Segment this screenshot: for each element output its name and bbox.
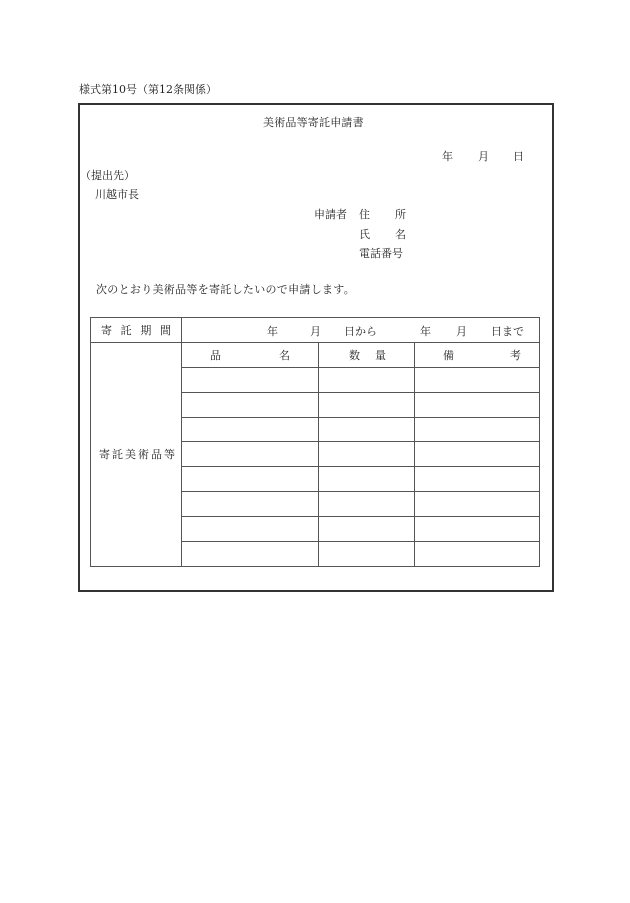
item-remarks-cell[interactable] — [415, 367, 540, 392]
column-header-remarks: 備 考 — [415, 342, 540, 367]
item-name-cell[interactable] — [182, 517, 319, 542]
from-month-label: 月 — [310, 325, 321, 338]
item-name-cell[interactable] — [182, 492, 319, 517]
items-header-row — [91, 342, 540, 367]
address-label-2: 所 — [395, 208, 406, 221]
column-header-name: 品 名 — [182, 342, 319, 367]
item-remarks-cell[interactable] — [415, 392, 540, 417]
item-remarks-cell[interactable] — [415, 517, 540, 542]
items-label-cell: 寄 託 美 術 品 等 — [91, 342, 182, 566]
to-year-label: 年 — [420, 325, 431, 338]
form-number: 様式第10号（第12条関係） — [79, 83, 217, 96]
period-label-cell: 寄 託 期 間 — [91, 318, 182, 343]
item-remarks-cell[interactable] — [415, 417, 540, 442]
address-label-1: 住 — [359, 208, 370, 221]
item-name-cell[interactable] — [182, 367, 319, 392]
application-statement: 次のとおり美術品等を寄託したいので申請します。 — [96, 283, 356, 296]
item-quantity-cell[interactable] — [319, 367, 415, 392]
item-remarks-cell[interactable] — [415, 542, 540, 567]
item-name-cell[interactable] — [182, 442, 319, 467]
item-name-cell[interactable] — [182, 417, 319, 442]
item-remarks-cell[interactable] — [415, 492, 540, 517]
item-quantity-cell[interactable] — [319, 542, 415, 567]
item-name-cell[interactable] — [182, 542, 319, 567]
item-quantity-cell[interactable] — [319, 492, 415, 517]
from-year-label: 年 — [267, 325, 278, 338]
item-quantity-cell[interactable] — [319, 392, 415, 417]
applicant-label: 申請者 — [314, 208, 347, 221]
period-input-cell[interactable] — [182, 318, 540, 343]
column-header-quantity: 数 量 — [319, 342, 415, 367]
item-name-cell[interactable] — [182, 392, 319, 417]
addressee-label: （提出先） — [80, 169, 135, 182]
form-title: 美術品等寄託申請書 — [263, 116, 364, 129]
deposit-table — [90, 317, 540, 567]
date-month-label: 月 — [478, 150, 489, 163]
item-name-cell[interactable] — [182, 467, 319, 492]
phone-label: 電話番号 — [359, 247, 403, 260]
to-day-label: 日まで — [491, 325, 524, 338]
date-year-label: 年 — [442, 150, 453, 163]
name-label-2: 名 — [395, 228, 406, 241]
period-row — [91, 318, 540, 343]
name-label-1: 氏 — [359, 228, 370, 241]
item-quantity-cell[interactable] — [319, 517, 415, 542]
item-remarks-cell[interactable] — [415, 442, 540, 467]
item-remarks-cell[interactable] — [415, 467, 540, 492]
addressee: 川越市長 — [95, 188, 139, 201]
date-day-label: 日 — [513, 150, 524, 163]
from-day-label: 日から — [344, 325, 377, 338]
item-quantity-cell[interactable] — [319, 417, 415, 442]
to-month-label: 月 — [456, 325, 467, 338]
item-quantity-cell[interactable] — [319, 442, 415, 467]
item-quantity-cell[interactable] — [319, 467, 415, 492]
